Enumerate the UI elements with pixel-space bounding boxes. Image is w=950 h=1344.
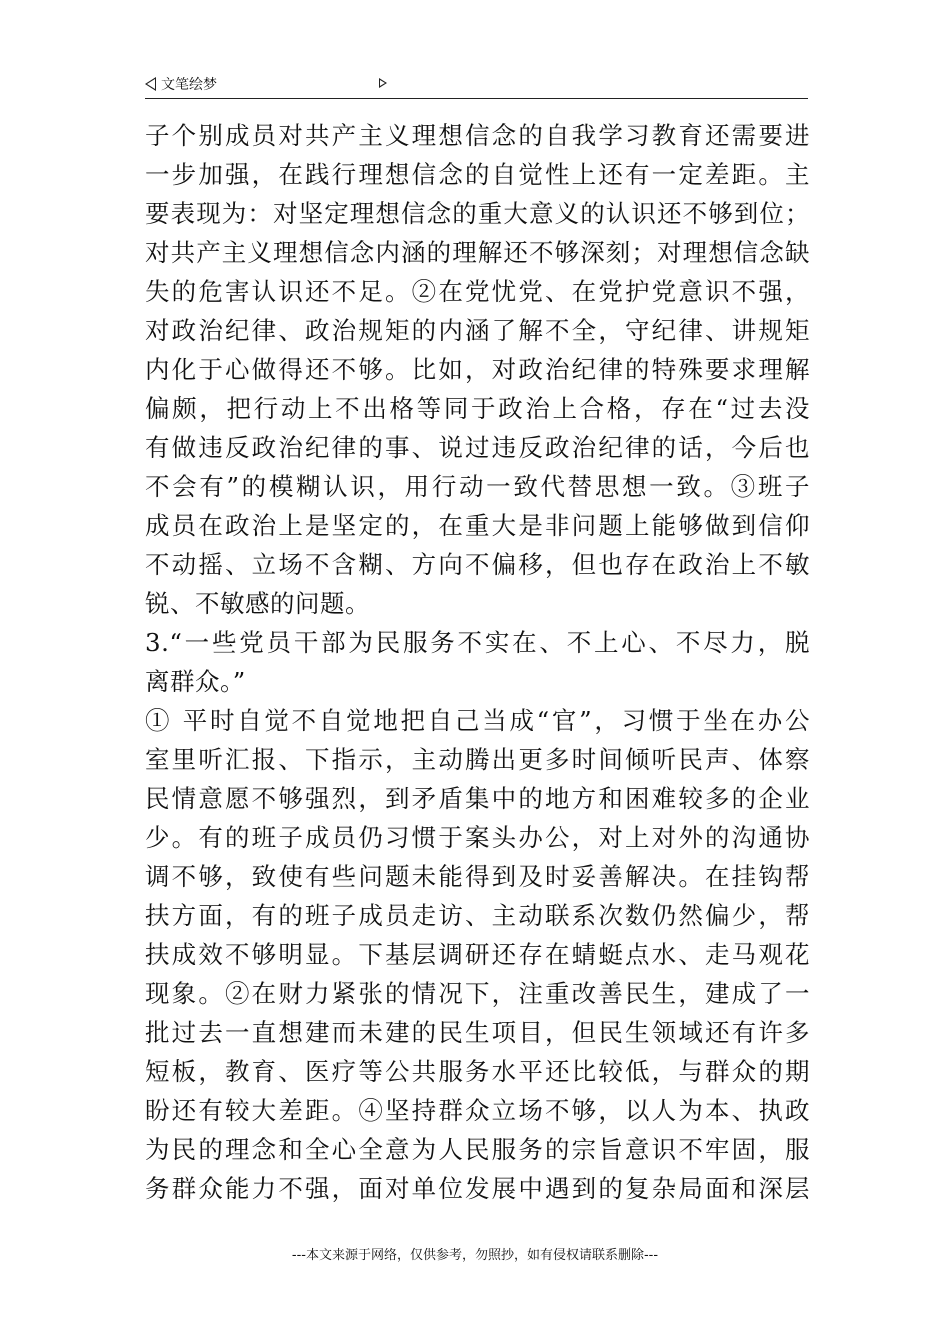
body-line: ① 平时自觉不自觉地把自己当成“官”，习惯于坐在办公 [145, 706, 810, 735]
document-body [145, 116, 810, 1208]
section-heading-line: 离群众。” [145, 667, 246, 696]
body-line: 一步加强，在践行理想信念的自觉性上还有一定差距。主 [145, 160, 810, 189]
footer-disclaimer: ---本文来源于网络，仅供参考，勿照抄，如有侵权请联系删除--- [291, 1248, 659, 1263]
body-line: 失的危害认识还不足。②在党忧党、在党护党意识不强， [145, 277, 810, 306]
body-line: 室里听汇报、下指示，主动腾出更多时间倾听民声、体察 [145, 745, 810, 774]
body-line: 成员在政治上是坚定的，在重大是非问题上能够做到信仰 [145, 511, 810, 540]
body-line: 盼还有较大差距。④坚持群众立场不够，以人为本、执政 [145, 1096, 810, 1125]
body-line: 对政治纪律、政治规矩的内涵了解不全，守纪律、讲规矩 [145, 316, 810, 345]
body-line: 子个别成员对共产主义理想信念的自我学习教育还需要进 [145, 121, 810, 150]
body-line: 现象。②在财力紧张的情况下，注重改善民生，建成了一 [145, 979, 810, 1008]
body-line: 不会有”的模糊认识，用行动一致代替思想一致。③班子 [145, 472, 810, 501]
body-line: 为民的理念和全心全意为人民服务的宗旨意识不牢固，服 [145, 1135, 810, 1164]
body-line: 要表现为：对坚定理想信念的重大意义的认识还不够到位； [145, 199, 810, 228]
body-line: 不动摇、立场不含糊、方向不偏移，但也存在政治上不敏 [145, 550, 810, 579]
body-line: 内化于心做得还不够。比如，对政治纪律的特殊要求理解 [145, 355, 810, 384]
body-line: 锐、不敏感的问题。 [145, 589, 370, 618]
body-line: 偏颇，把行动上不出格等同于政治上合格，存在“过去没 [145, 394, 810, 423]
body-line: 调不够，致使有些问题未能得到及时妥善解决。在挂钩帮 [145, 862, 810, 891]
triangle-left-icon [145, 77, 156, 91]
section-heading-line: 3.“一些党员干部为民服务不实在、不上心、不尽力，脱 [145, 628, 810, 657]
body-line: 扶方面，有的班子成员走访、主动联系次数仍然偏少，帮 [145, 901, 810, 930]
page-header [145, 72, 808, 99]
body-line: 批过去一直想建而未建的民生项目，但民生领域还有许多 [145, 1018, 810, 1047]
body-line: 扶成效不够明显。下基层调研还存在蜻蜓点水、走马观花 [145, 940, 810, 969]
triangle-right-icon [379, 78, 387, 88]
body-line: 少。有的班子成员仍习惯于案头办公，对上对外的沟通协 [145, 823, 810, 852]
header-title: 文笔绘梦 [161, 77, 217, 93]
body-line: 民情意愿不够强烈，到矛盾集中的地方和困难较多的企业 [145, 784, 810, 813]
body-line: 短板，教育、医疗等公共服务水平还比较低，与群众的期 [145, 1057, 810, 1086]
body-line: 对共产主义理想信念内涵的理解还不够深刻；对理想信念缺 [145, 238, 810, 267]
body-line: 有做违反政治纪律的事、说过违反政治纪律的话，今后也 [145, 433, 810, 462]
body-line: 务群众能力不强，面对单位发展中遇到的复杂局面和深层 [145, 1174, 810, 1203]
